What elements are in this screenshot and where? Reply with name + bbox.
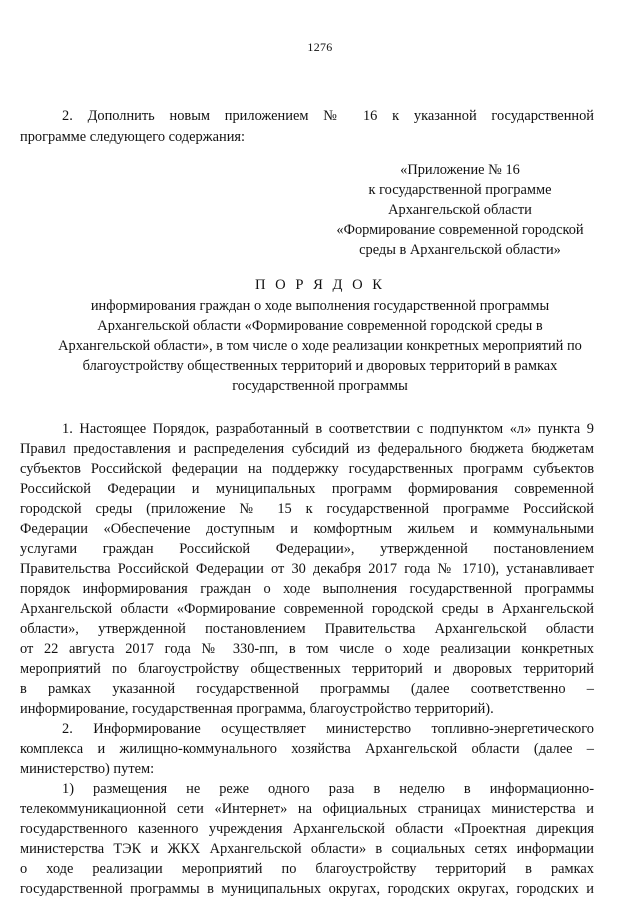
body-line: о ходе реализации мероприятий по благоустройству территорий в рамках [20, 861, 594, 877]
page-number: 1276 [307, 40, 333, 54]
title-line: благоустройству общественных территорий и дворовых территорий в рамках [82, 358, 558, 374]
body-line: Правительства Российской Федерации от 30 декабря 2017 года № 1710), устанавливает [20, 561, 594, 577]
body-line: государственной программы в муниципальных округах, городских округах, городских и [20, 881, 594, 897]
title-line: информирования граждан о ходе выполнения государственной программы [90, 298, 550, 314]
title-heading: П О Р Я Д О К [254, 277, 386, 293]
title-line: Архангельской области «Формирование современной городской среды в [97, 318, 543, 334]
body-line: порядок информирования граждан о ходе выполнения государственной программы [20, 581, 594, 597]
item-2-line-1: 2. Дополнить новым приложением № 16 к указанной государственной [62, 108, 594, 124]
body-line: телекоммуникационной сети «Интернет» на официальных страницах министерства и [20, 801, 594, 817]
body-line: от 22 августа 2017 года № 330-пп, в том числе о ходе реализации конкретных [20, 641, 594, 657]
appendix-line: «Приложение № 16 [400, 162, 520, 178]
body-line: городской среды (приложение № 15 к государственной программе Российской [20, 501, 594, 517]
body-line: комплекса и жилищно-коммунального хозяйства Архангельской области (далее – [20, 741, 594, 757]
body-line: 2. Информирование осуществляет министерство топливно-энергетического [62, 721, 594, 737]
body-line: министерство) путем: [20, 761, 155, 777]
title-line: Архангельской области», в том числе о ходе реализации конкретных мероприятий по [58, 338, 582, 354]
body-line: мероприятий по благоустройству общественных территорий и дворовых территорий [20, 661, 594, 677]
body-line: в рамках указанной государственной программы (далее соответственно – [20, 681, 594, 697]
appendix-line: среды в Архангельской области» [359, 242, 561, 258]
body-line: субъектов Российской федерации на поддержку государственных программ субъектов [20, 461, 594, 477]
appendix-line: «Формирование современной городской [336, 222, 584, 238]
body-line: 1) размещения не реже одного раза в неделю в информационно- [62, 781, 594, 797]
body-line: Архангельской области «Формирование современной городской среды в Архангельской [20, 601, 594, 617]
title-line: государственной программы [232, 378, 408, 394]
body-line: 1. Настоящее Порядок, разработанный в соответствии с подпунктом «л» пункта 9 [62, 421, 594, 437]
appendix-line: Архангельской области [388, 202, 532, 218]
body-line: министерства ТЭК и ЖКХ Архангельской области» в социальных сетях информации [20, 841, 594, 857]
body-line: Федерации «Обеспечение доступным и комфортным жильем и коммунальными [20, 521, 594, 537]
item-2-line-2: программе следующего содержания: [20, 129, 246, 145]
body-line: Российской Федерации и муниципальных программ формирования современной [20, 481, 594, 497]
body-line: Правил предоставления и распределения субсидий из федерального бюджета бюджетам [20, 441, 594, 457]
body-line: информирование, государственная программа, благоустройство территорий). [20, 701, 494, 717]
body-line: государственного казенного учреждения Архангельской области «Проектная дирекция [20, 821, 594, 837]
appendix-line: к государственной программе [368, 182, 552, 198]
body-line: услугами граждан Российской Федерации», утвержденной постановлением [20, 541, 594, 557]
body-line: области», утвержденной постановлением Правительства Архангельской области [20, 621, 594, 637]
